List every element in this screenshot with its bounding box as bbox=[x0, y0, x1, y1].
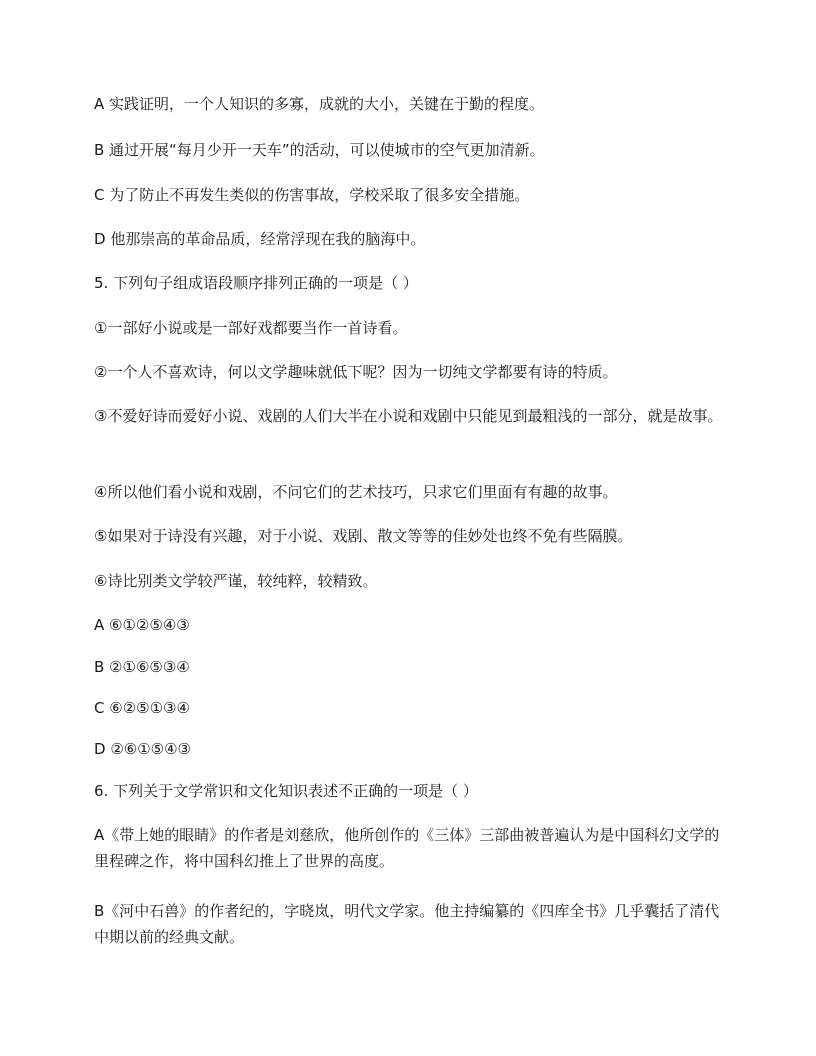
q4-option-c: C 为了防止不再发生类似的伤害事故，学校采取了很多安全措施。 bbox=[94, 186, 530, 204]
q5-option-c: C ⑥②⑤①③④ bbox=[94, 699, 190, 717]
q5-stem: 5. 下列句子组成语段顺序排列正确的一项是（ ） bbox=[94, 274, 418, 292]
q5-sentence-1: ①一部好小说或是一部好戏都要当作一首诗看。 bbox=[94, 319, 408, 337]
q5-sentence-6: ⑥诗比别类文学较严谨，较纯粹，较精致。 bbox=[94, 572, 378, 590]
q6-option-a: A《带上她的眼睛》的作者是刘慈欣，他所创作的《三体》三部曲被普遍认为是中国科幻文学的里程碑之作，将中国科幻推上了世界的高度。 bbox=[94, 826, 720, 870]
q4-option-b: B 通过开展“每月少开一天车”的活动，可以使城市的空气更加清新。 bbox=[94, 141, 545, 159]
q5-option-d: D ②⑥①⑤④③ bbox=[94, 740, 192, 758]
q5-option-a: A ⑥①②⑤④③ bbox=[94, 616, 190, 634]
q5-sentence-3: ③不爱好诗而爱好小说、戏剧的人们大半在小说和戏剧中只能见到最粗浅的一部分，就是故事。 bbox=[94, 407, 723, 425]
q5-option-b: B ②①⑥⑤③④ bbox=[94, 658, 190, 676]
q6-option-b: B《河中石兽》的作者纪的，字晓岚，明代文学家。他主持编纂的《四库全书》几乎囊括了清代中期以前的经典文献。 bbox=[94, 902, 720, 946]
q4-option-a: A 实践证明，一个人知识的多寡，成就的大小，关键在于勤的程度。 bbox=[94, 95, 545, 113]
q5-sentence-2: ②一个人不喜欢诗，何以文学趣味就低下呢？因为一切纯文学都要有诗的特质。 bbox=[94, 363, 618, 381]
q5-sentence-4: ④所以他们看小说和戏剧，不问它们的艺术技巧，只求它们里面有有趣的故事。 bbox=[94, 483, 618, 501]
q5-sentence-5: ⑤如果对于诗没有兴趣，对于小说、戏剧、散文等等的佳妙处也终不免有些隔膜。 bbox=[94, 527, 633, 545]
q6-stem: 6. 下列关于文学常识和文化知识表述不正确的一项是（ ） bbox=[94, 782, 478, 800]
q4-option-d: D 他那崇高的革命品质，经常浮现在我的脑海中。 bbox=[94, 230, 426, 248]
